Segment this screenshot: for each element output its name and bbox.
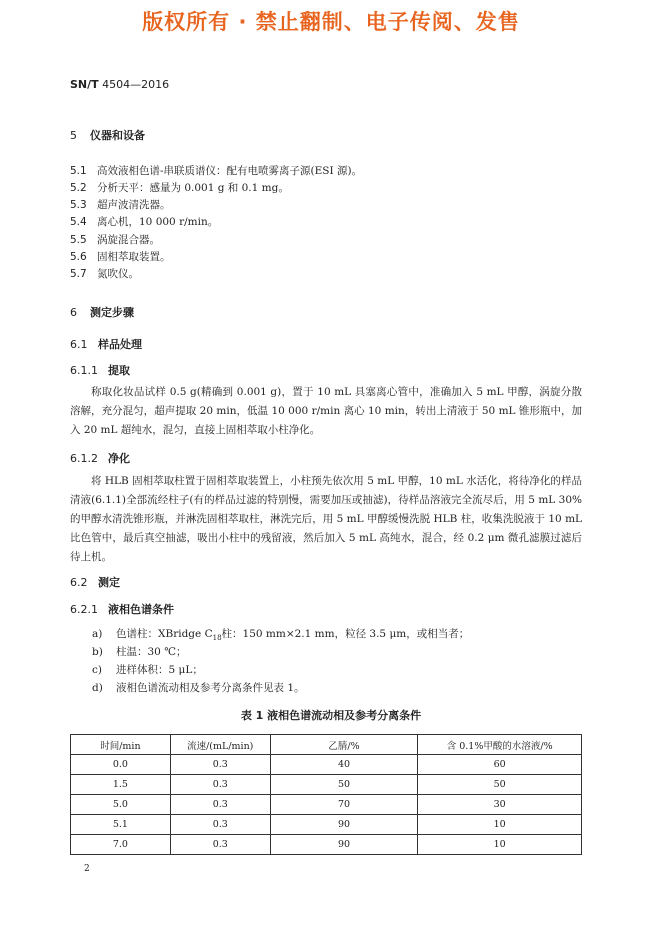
item-number: 5.3 — [70, 199, 87, 211]
section-title: 净化 — [108, 452, 130, 465]
column-header: 乙腈/% — [270, 735, 418, 755]
section-6-2-1-heading — [70, 601, 174, 617]
table-header-row — [71, 735, 582, 755]
item-text: 进样体积：5 μL； — [116, 664, 203, 676]
extraction-paragraph: 称取化妆品试样 0.5 g(精确到 0.001 g)，置于 10 mL 具塞离心管中，准确加入 5 mL 甲醇，涡旋分散溶解，充分混匀，超声提取 20 min，低温 10 000 r/min 离心 10 min，转出上清液于 50 mL 锥形瓶中，加入 20 mL 超纯水，混匀，直接上固相萃取小柱净化。 — [70, 386, 582, 436]
equipment-item — [70, 180, 289, 195]
section-6-1-2-heading — [70, 450, 130, 466]
item-letter: a) — [92, 628, 103, 640]
item-text-before: 色谱柱：XBridge C — [116, 628, 213, 640]
item-text: 涡旋混合器。 — [97, 234, 160, 246]
table-cell: 0.3 — [170, 835, 270, 855]
item-text-after: 柱：150 mm×2.1 mm，粒径 3.5 μm，或相当者； — [221, 628, 470, 640]
equipment-item — [70, 163, 362, 178]
section-title: 提取 — [108, 364, 130, 377]
table-1-title: 表 1 液相色谱流动相及参考分离条件 — [240, 709, 422, 722]
item-text: 分析天平：感量为 0.001 g 和 0.1 mg。 — [97, 182, 289, 194]
table-cell: 30 — [418, 795, 582, 815]
standard-code — [70, 78, 169, 91]
table-row — [71, 835, 582, 855]
table-cell: 5.1 — [71, 815, 171, 835]
column-header: 流速/(mL/min) — [170, 735, 270, 755]
section-title: 仪器和设备 — [90, 129, 145, 142]
table-cell: 5.0 — [71, 795, 171, 815]
table-cell: 0.3 — [170, 775, 270, 795]
equipment-item — [70, 214, 218, 229]
item-text: 固相萃取装置。 — [97, 251, 171, 263]
column-header: 时间/min — [71, 735, 171, 755]
item-number: 5.5 — [70, 234, 87, 246]
item-number: 5.6 — [70, 251, 87, 263]
item-number: 5.7 — [70, 268, 87, 280]
table-cell: 0.0 — [71, 755, 171, 775]
table-cell: 40 — [270, 755, 418, 775]
lc-condition-item — [92, 680, 305, 695]
section-6-2-heading — [70, 574, 120, 590]
section-title: 测定 — [98, 576, 120, 589]
equipment-item — [70, 232, 160, 247]
section-number: 5 — [70, 129, 77, 142]
item-text: 离心机，10 000 r/min。 — [97, 216, 219, 228]
section-number: 6.1.1 — [70, 364, 98, 377]
table-row — [71, 755, 582, 775]
lc-conditions-table — [70, 734, 582, 855]
table-cell: 0.3 — [170, 755, 270, 775]
table-row — [71, 775, 582, 795]
section-6-1-1-heading — [70, 362, 130, 378]
lc-condition-item — [92, 662, 203, 677]
item-text: 液相色谱流动相及参考分离条件见表 1。 — [116, 682, 305, 694]
table-cell: 10 — [418, 835, 582, 855]
equipment-item — [70, 249, 171, 264]
table-row — [71, 795, 582, 815]
table-cell: 10 — [418, 815, 582, 835]
page-number: 2 — [84, 864, 90, 874]
table-cell: 50 — [418, 775, 582, 795]
item-letter: c) — [92, 664, 102, 676]
table-cell: 7.0 — [71, 835, 171, 855]
item-text: 氮吹仪。 — [97, 268, 139, 280]
section-number: 6.2 — [70, 576, 88, 589]
lc-condition-item — [92, 644, 186, 659]
item-text: 高效液相色谱-串联质谱仪：配有电喷雾离子源(ESI 源)。 — [97, 165, 363, 177]
table-row — [71, 815, 582, 835]
item-number: 5.4 — [70, 216, 87, 228]
equipment-item — [70, 266, 139, 281]
item-letter: b) — [92, 646, 103, 658]
equipment-item — [70, 197, 171, 212]
table-cell: 60 — [418, 755, 582, 775]
section-title: 液相色谱条件 — [108, 603, 174, 616]
section-number: 6.1 — [70, 338, 88, 351]
column-header: 含 0.1%甲酸的水溶液/% — [418, 735, 582, 755]
section-number: 6.1.2 — [70, 452, 98, 465]
item-text: 超声波清洗器。 — [97, 199, 171, 211]
section-title: 测定步骤 — [90, 306, 134, 319]
section-5-heading — [70, 127, 145, 143]
section-title: 样品处理 — [98, 338, 142, 351]
section-6-1-heading — [70, 336, 142, 352]
purification-paragraph: 将 HLB 固相萃取柱置于固相萃取装置上，小柱预先依次用 5 mL 甲醇，10 mL 水活化，将待净化的样品清液(6.1.1)全部流经柱子(有的样品过滤的特别慢，需要加压或抽滤)，待样品溶液完全流尽后，用 5 mL 30%的甲醇水清洗锥形瓶，并淋洗固相萃取柱，淋洗完后，用 5 mL 甲醇缓慢洗脱 HLB 柱，收集洗脱液于 10 mL 比色管中，最后真空抽滤，吸出小柱中的残留液，然后加入 5 mL 高纯水，混合，经 0.2 μm 微孔滤膜过滤后待上机。 — [70, 475, 582, 563]
standard-prefix: SN/T — [70, 78, 99, 91]
section-number: 6 — [70, 306, 77, 319]
table-cell: 0.3 — [170, 795, 270, 815]
table-cell: 90 — [270, 815, 418, 835]
standard-number: 4504—2016 — [102, 78, 170, 91]
section-6-heading — [70, 304, 134, 320]
section-number: 6.2.1 — [70, 603, 98, 616]
item-subscript: 18 — [212, 634, 222, 643]
lc-condition-item — [92, 626, 469, 642]
table-cell: 50 — [270, 775, 418, 795]
table-cell: 0.3 — [170, 815, 270, 835]
item-letter: d) — [92, 682, 103, 694]
table-cell: 90 — [270, 835, 418, 855]
item-number: 5.1 — [70, 165, 87, 177]
item-text: 柱温：30 ℃； — [116, 646, 187, 658]
copyright-watermark: 版权所有 · 禁止翻制、电子传阅、发售 — [142, 10, 520, 34]
item-number: 5.2 — [70, 182, 87, 194]
table-cell: 70 — [270, 795, 418, 815]
table-cell: 1.5 — [71, 775, 171, 795]
